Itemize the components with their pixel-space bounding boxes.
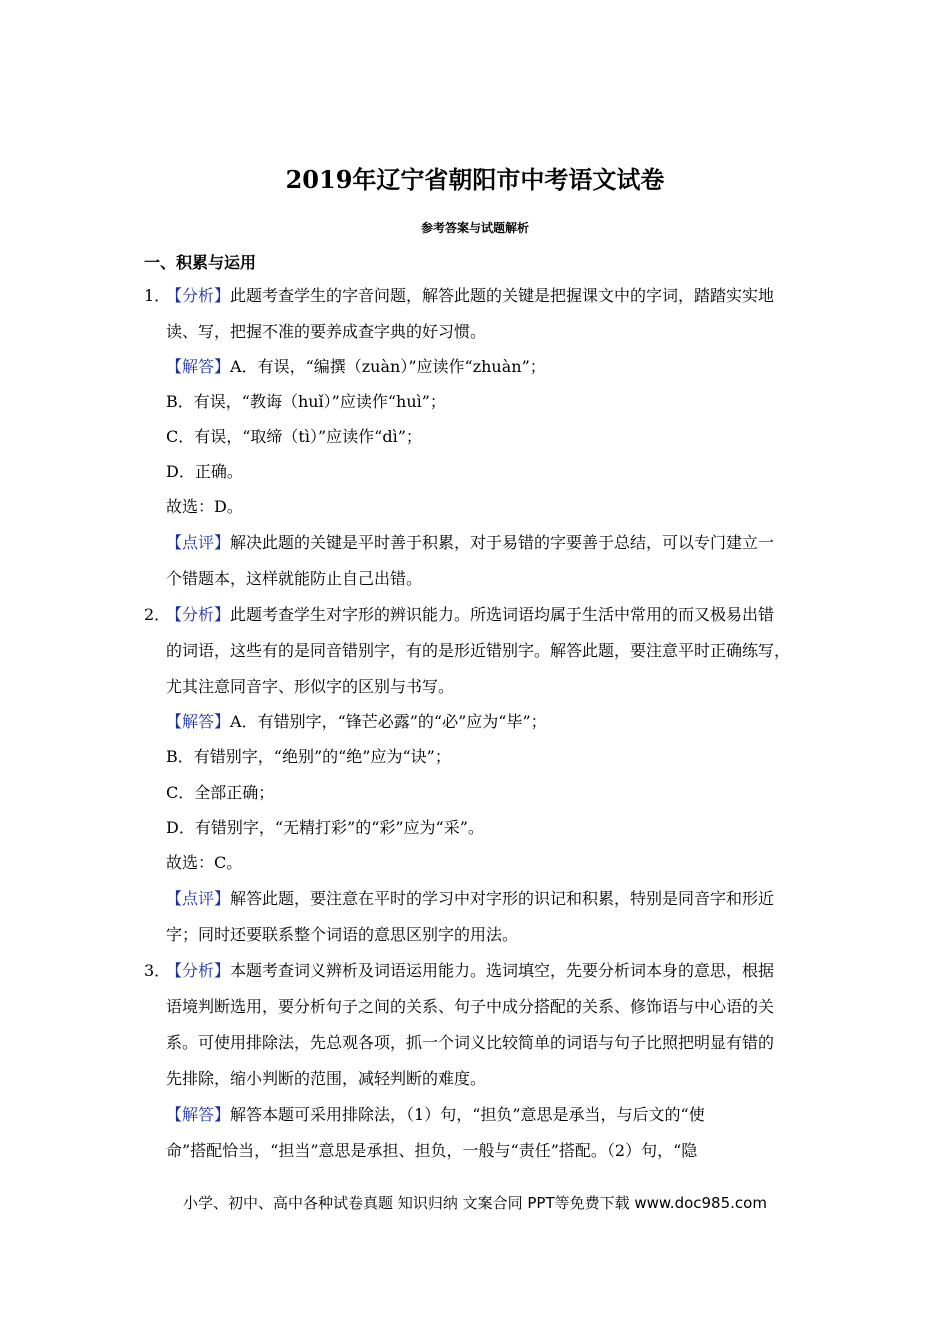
answer-line: D．有错别字，“无精打彩”的“彩”应为“采”。 <box>166 818 484 837</box>
page-title: 2019年辽宁省朝阳市中考语文试卷 <box>285 165 665 194</box>
answer-line: 故选：C。 <box>166 853 243 872</box>
answer-line: 故选：D。 <box>166 497 243 516</box>
question-number: 3． <box>144 961 171 980</box>
analysis-line: 【分析】本题考查词义辨析及词语运用能力。选词填空，先要分析词本身的意思，根据 <box>166 961 775 980</box>
comment-line: 【点评】解答此题，要注意在平时的学习中对字形的识记和积累，特别是同音字和形近 <box>166 889 775 908</box>
footer-promo[interactable]: 小学、初中、高中各种试卷真题 知识归纳 文案合同 PPT等免费下载 www.doc985.com <box>183 1194 767 1212</box>
analysis-line: 【分析】此题考查学生的字音问题，解答此题的关键是把握课文中的字词，踏踏实实地 <box>166 286 775 305</box>
comment-line: 字；同时还要联系整个词语的意思区别字的用法。 <box>166 925 519 944</box>
question-number: 2． <box>144 605 171 624</box>
question-number: 1． <box>144 286 171 305</box>
analysis-line: 先排除，缩小判断的范围，减轻判断的难度。 <box>166 1069 487 1088</box>
analysis-line: 语境判断选用，要分析句子之间的关系、句子中成分搭配的关系、修饰语与中心语的关 <box>166 997 775 1016</box>
analysis-line: 【分析】此题考查学生对字形的辨识能力。所选词语均属于生活中常用的而又极易出错 <box>166 605 775 624</box>
analysis-tag: 【分析】 <box>166 286 231 305</box>
page-subtitle: 参考答案与试题解析 <box>420 221 529 235</box>
answer-line: C．有误，“取缔（tì）”应读作“dì”； <box>166 427 422 446</box>
analysis-line: 尤其注意同音字、形似字的区别与书写。 <box>166 677 455 696</box>
analysis-line: 的词语，这些有的是同音错别字，有的是形近错别字。解答此题，要注意平时正确练写， <box>166 641 791 660</box>
comment-line: 个错题本，这样就能防止自己出错。 <box>166 569 423 588</box>
answer-tag: 【解答】 <box>166 1105 231 1124</box>
analysis-tag: 【分析】 <box>166 961 231 980</box>
answer-line: B．有错别字，“绝别”的“绝”应为“诀”； <box>166 747 451 766</box>
answer-line: D．正确。 <box>166 462 243 481</box>
comment-tag: 【点评】 <box>166 889 231 908</box>
answer-line: 【解答】A．有错别字，“锋芒必露”的“必”应为“毕”； <box>166 712 547 731</box>
comment-tag: 【点评】 <box>166 533 231 552</box>
answer-line: B．有误，“教诲（huǐ）”应读作“huì”； <box>166 392 446 411</box>
analysis-line: 读、写，把握不准的要养成查字典的好习惯。 <box>166 322 487 341</box>
section-heading: 一、积累与运用 <box>144 253 257 272</box>
comment-line: 【点评】解决此题的关键是平时善于积累，对于易错的字要善于总结，可以专门建立一 <box>166 533 775 552</box>
answer-line: 【解答】A．有误，“编撰（zuàn）”应读作“zhuàn”； <box>166 357 546 376</box>
answer-line: C．全部正确； <box>166 783 275 802</box>
answer-tag: 【解答】 <box>166 357 231 376</box>
answer-line: 【解答】解答本题可采用排除法，（1）句，“担负”意思是承当，与后文的“使 <box>166 1105 705 1124</box>
analysis-tag: 【分析】 <box>166 605 231 624</box>
analysis-line: 系。可使用排除法，先总观各项，抓一个词义比较简单的词语与句子比照把明显有错的 <box>166 1033 775 1052</box>
answer-tag: 【解答】 <box>166 712 231 731</box>
answer-line: 命”搭配恰当，“担当”意思是承担、担负，一般与“责任”搭配。（2）句，“隐 <box>166 1141 698 1160</box>
